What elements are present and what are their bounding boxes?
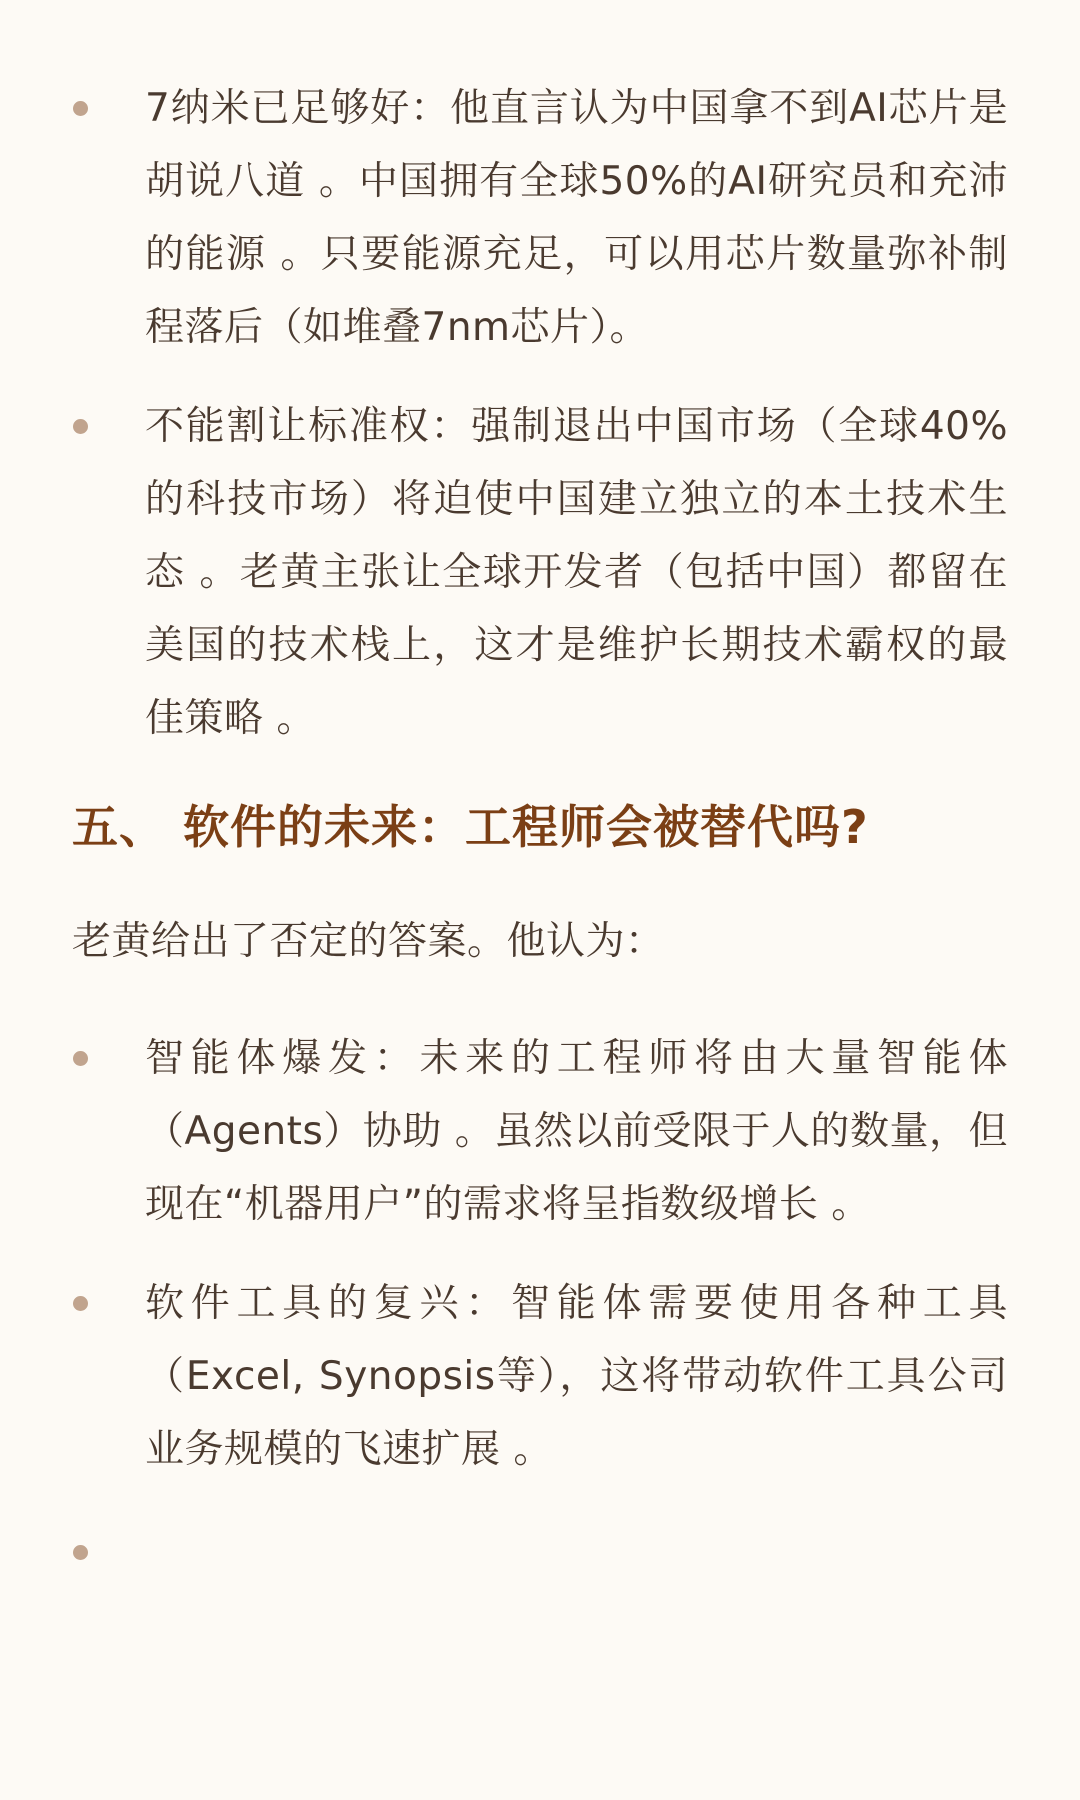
list-item [72, 72, 1008, 364]
bullet-dot-icon [73, 1051, 88, 1066]
list-item-text: 不能割让标准权：强制退出中国市场（全球40%的科技市场）将迫使中国建立独立的本土技术生态 。老黄主张让全球开发者（包括中国）都留在美国的技术栈上，这才是维护长期技术霸权的最佳策略 。 [145, 404, 1008, 741]
list-item-text: 7纳米已足够好：他直言认为中国拿不到AI芯片是胡说八道 。中国拥有全球50%的AI研究员和充沛的能源 。只要能源充足，可以用芯片数量弥补制程落后（如堆叠7nm芯片）。 [145, 86, 1008, 350]
bullet-dot-icon [73, 1296, 88, 1311]
list-item [72, 1022, 1008, 1241]
bullet-dot-icon [73, 101, 88, 116]
list-item-text: 智能体爆发：未来的工程师将由大量智能体（Agents）协助 。虽然以前受限于人的数量，但现在“机器用户”的需求将呈指数级增长 。 [145, 1036, 1008, 1227]
list-item-text: 软件工具的复兴：智能体需要使用各种工具（Excel, Synopsis等），这将带动软件工具公司业务规模的飞速扩展 。 [145, 1281, 1008, 1472]
list-item-empty [72, 1516, 1008, 1589]
intro-paragraph: 老黄给出了否定的答案。他认为： [72, 919, 665, 964]
list-item [72, 390, 1008, 755]
bullet-dot-icon [73, 419, 88, 434]
bullet-dot-icon [73, 1545, 88, 1560]
section-heading: 五、 软件的未来：工程师会被替代吗? [72, 800, 869, 854]
bullet-list-top [72, 0, 1008, 755]
bullet-list-bottom [72, 1022, 1008, 1589]
list-item [72, 1267, 1008, 1486]
